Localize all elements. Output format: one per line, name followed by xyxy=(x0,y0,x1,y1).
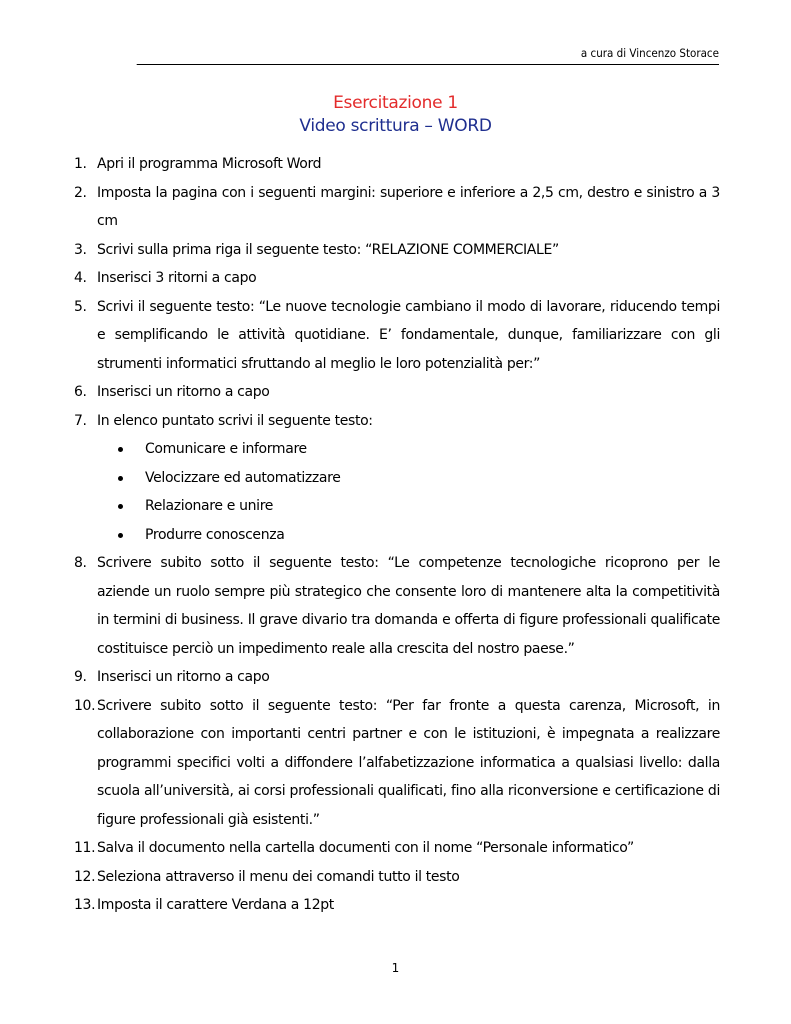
exercise-list xyxy=(74,150,720,920)
bullet-text: Produrre conoscenza xyxy=(145,526,285,543)
item-number: 13. xyxy=(74,897,96,913)
item-text: Imposta la pagina con i seguenti margini: superiore e inferiore a 2,5 cm, destro e sinistro a 3 cm xyxy=(97,184,720,229)
item-number: 6. xyxy=(74,384,87,400)
exercise-subtitle: Video scrittura – WORD xyxy=(299,116,492,136)
list-item xyxy=(74,692,720,835)
page-header xyxy=(137,44,719,65)
bullet-dot-icon xyxy=(118,533,123,538)
item-text: Salva il documento nella cartella documenti con il nome “Personale informatico” xyxy=(97,840,634,856)
list-item xyxy=(74,236,720,265)
item-text: Scrivi sulla prima riga il seguente testo: “RELAZIONE COMMERCIALE” xyxy=(97,241,559,258)
list-item xyxy=(74,549,720,663)
item-number: 8. xyxy=(74,555,87,571)
bullet-dot-icon xyxy=(118,447,123,452)
list-item xyxy=(74,150,720,179)
item-text: Scrivi il seguente testo: “Le nuove tecnologie cambiano il modo di lavorare, riducendo tempi e semplificando le attività quotidiane. E’ fondamentale, dunque, familiarizzare con gli strumenti informatici sfruttando al meglio le loro potenzialità per:” xyxy=(97,298,720,372)
bullet-text: Comunicare e informare xyxy=(145,441,307,457)
bullet-dot-icon xyxy=(118,476,123,481)
bullet-list xyxy=(97,435,720,549)
item-number: 4. xyxy=(74,270,87,286)
title-block xyxy=(0,92,791,138)
item-text: Inserisci un ritorno a capo xyxy=(97,384,270,400)
page-number: 1 xyxy=(391,961,400,975)
item-number: 1. xyxy=(74,156,87,172)
list-item xyxy=(74,863,720,892)
list-item xyxy=(74,264,720,293)
exercise-title: Esercitazione 1 xyxy=(333,93,458,113)
bullet-item xyxy=(97,492,720,521)
bullet-item xyxy=(97,521,720,550)
header-author: a cura di Vincenzo Storace xyxy=(580,46,719,60)
bullet-text: Relazionare e unire xyxy=(145,498,274,514)
bullet-text: Velocizzare ed automatizzare xyxy=(145,469,341,486)
item-text: Inserisci un ritorno a capo xyxy=(97,669,270,685)
item-number: 7. xyxy=(74,412,87,429)
bullet-dot-icon xyxy=(118,504,123,509)
list-item xyxy=(74,407,720,550)
item-number: 5. xyxy=(74,298,87,315)
item-number: 12. xyxy=(74,868,96,885)
list-item xyxy=(74,663,720,692)
item-text: Scrivere subito sotto il seguente testo: “Per far fronte a questa carenza, Microsoft, in collaborazione con importanti centri partner e con le istituzioni, è impegnata a realizzare programmi specifici volti a diffondere l’alfabetizzazione informatica a qualsiasi livello: dalla scuola all’università, ai corsi professionali qualificati, fino alla riconversione e certificazione di figure professionali già esistenti.” xyxy=(97,697,720,828)
item-text: Apri il programma Microsoft Word xyxy=(97,156,322,172)
list-item xyxy=(74,891,720,920)
item-text: Scrivere subito sotto il seguente testo: “Le competenze tecnologiche ricoprono per le aziende un ruolo sempre più strategico che consente loro di mantenere alta la competitività in termini di business. Il grave divario tra domanda e offerta di figure professionali qualificate costituisce perciò un impedimento reale alla crescita del nostro paese.” xyxy=(97,555,720,657)
item-number: 9. xyxy=(74,669,87,685)
bullet-item xyxy=(97,435,720,464)
item-number: 2. xyxy=(74,184,87,201)
bullet-item xyxy=(97,464,720,493)
item-text: Seleziona attraverso il menu dei comandi tutto il testo xyxy=(97,868,460,885)
item-text: In elenco puntato scrivi il seguente testo: xyxy=(97,412,373,429)
list-item xyxy=(74,293,720,379)
list-item xyxy=(74,378,720,407)
item-text: Inserisci 3 ritorni a capo xyxy=(97,270,257,286)
item-number: 3. xyxy=(74,241,87,258)
list-item xyxy=(74,179,720,236)
item-number: 11. xyxy=(74,840,96,856)
list-item xyxy=(74,834,720,863)
item-number: 10. xyxy=(74,697,96,714)
item-text: Imposta il carattere Verdana a 12pt xyxy=(97,897,334,913)
